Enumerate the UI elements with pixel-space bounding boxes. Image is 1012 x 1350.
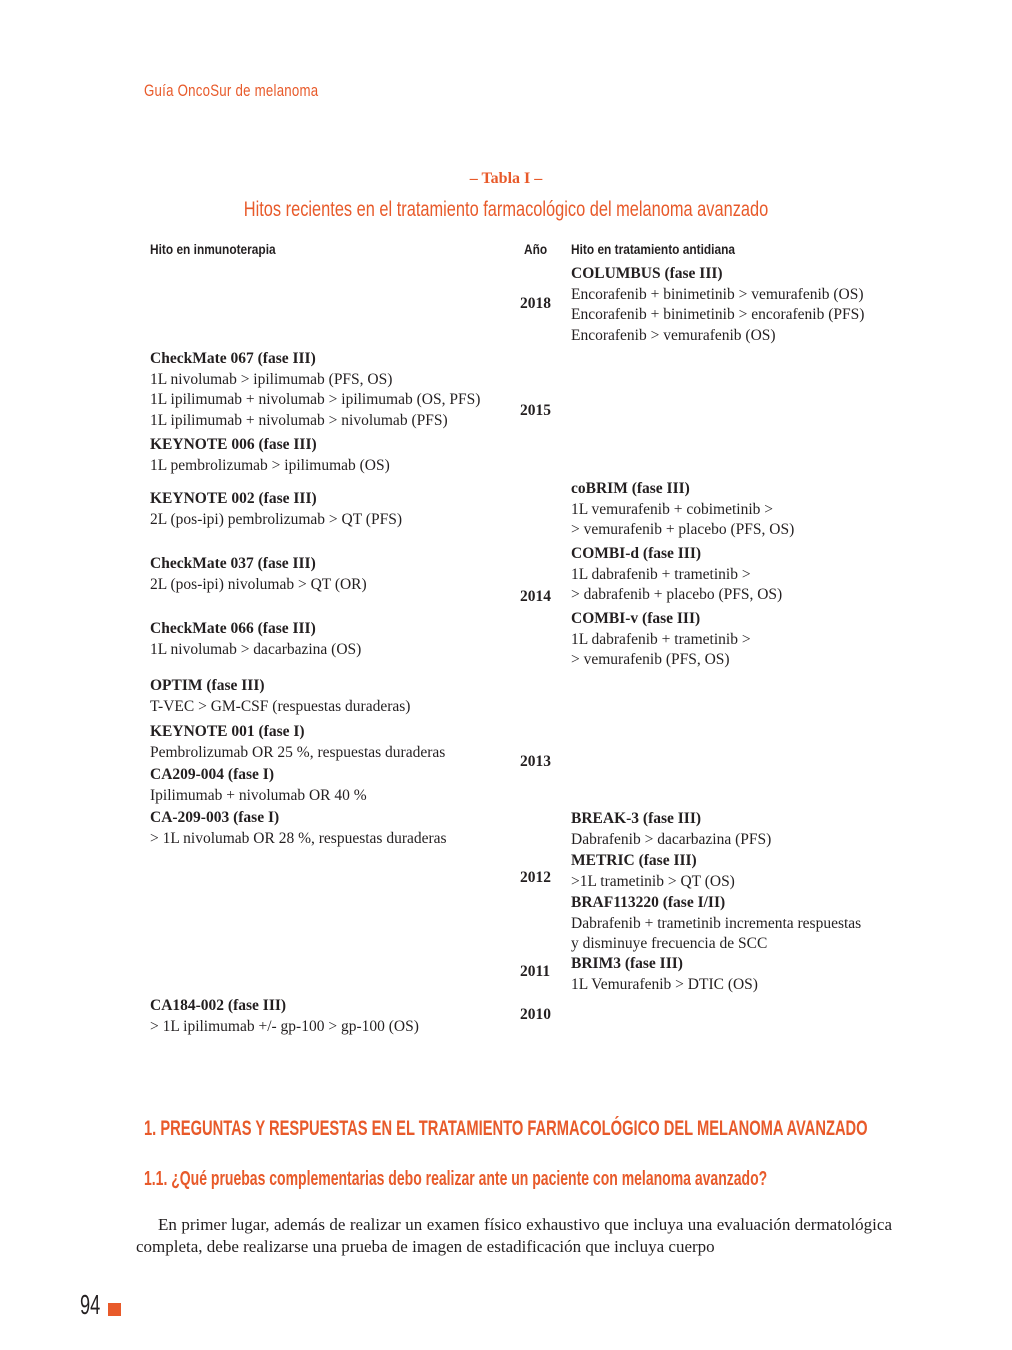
year-label: 2012 <box>520 869 551 886</box>
page-number: 94 <box>80 1289 101 1320</box>
target-entry-combi-v <box>571 609 751 671</box>
entry-line: Encorafenib > vemurafenib (OS) <box>571 326 776 344</box>
entry-line: 1L Vemurafenib > DTIC (OS) <box>571 975 758 993</box>
entry-line: 1L pembrolizumab > ipilimumab (OS) <box>150 456 390 474</box>
entry-line: 1L nivolumab > ipilimumab (PFS, OS) <box>150 370 393 388</box>
target-entry-combi-d <box>571 544 782 606</box>
entry-title: CheckMate 066 (fase III) <box>150 620 316 637</box>
column-header-year: Año <box>524 241 548 257</box>
section-heading: 1. PREGUNTAS Y RESPUESTAS EN EL TRATAMIENTO FARMACOLÓGICO DEL MELANOMA AVANZADO <box>144 1117 868 1140</box>
entry-line: > dabrafenib + placebo (PFS, OS) <box>571 586 783 603</box>
entry-line: >1L trametinib > QT (OS) <box>571 872 735 890</box>
entry-line: Encorafenib + binimetinib > encorafenib (PFS) <box>571 306 865 323</box>
target-entry-columbus <box>571 264 864 346</box>
immuno-entry-keynote-001 <box>150 722 445 763</box>
entry-line: 2L (pos-ipi) pembrolizumab > QT (PFS) <box>150 510 402 528</box>
entry-title: coBRIM (fase III) <box>571 480 690 497</box>
entry-line: > 1L ipilimumab +/- gp-100 > gp-100 (OS) <box>150 1017 419 1035</box>
entry-line: Dabrafenib > dacarbazina (PFS) <box>571 830 772 848</box>
target-entry-metric <box>571 851 735 892</box>
entry-line: > 1L nivolumab OR 28 %, respuestas duraderas <box>150 829 447 847</box>
immuno-entry-keynote-006 <box>150 435 390 476</box>
entry-title: CA184-002 (fase III) <box>150 997 287 1014</box>
year-label: 2014 <box>520 588 551 605</box>
target-entry-break-3 <box>571 809 771 850</box>
immuno-entry-checkmate-066 <box>150 619 361 660</box>
target-entry-cobrim <box>571 479 794 541</box>
entry-title: OPTIM (fase III) <box>150 677 265 694</box>
year-label: 2015 <box>520 402 551 419</box>
target-entry-brim3 <box>571 954 758 995</box>
entry-line: y disminuye frecuencia de SCC <box>571 935 768 952</box>
immuno-entry-ca184-002 <box>150 996 419 1037</box>
table-title: Hitos recientes en el tratamiento farmacológico del melanoma avanzado <box>243 198 769 221</box>
running-header: Guía OncoSur de melanoma <box>144 81 319 100</box>
entry-line: 1L ipilimumab + nivolumab > ipilimumab (OS, PFS) <box>150 391 481 408</box>
body-paragraph: En primer lugar, además de realizar un examen físico exhaustivo que incluya una evaluación dermatológica completa, debe realizarse una prueba de imagen de estadificación que incluya cuerpo <box>136 1215 892 1256</box>
table-label: – Tabla I – <box>469 170 543 187</box>
entry-line: Ipilimumab + nivolumab OR 40 % <box>150 786 367 804</box>
entry-title: BRAF113220 (fase I/II) <box>571 894 726 911</box>
entry-title: CheckMate 067 (fase III) <box>150 350 316 367</box>
entry-line: 1L vemurafenib + cobimetinib > <box>571 500 773 518</box>
immuno-entry-checkmate-067 <box>150 349 480 431</box>
entry-title: KEYNOTE 006 (fase III) <box>150 436 317 453</box>
year-label: 2011 <box>520 963 551 980</box>
entry-title: CheckMate 037 (fase III) <box>150 555 316 572</box>
entry-line: 1L nivolumab > dacarbazina (OS) <box>150 640 362 658</box>
entry-title: COMBI-d (fase III) <box>571 545 702 562</box>
entry-title: KEYNOTE 002 (fase III) <box>150 490 317 507</box>
target-entry-braf113220 <box>571 893 861 955</box>
entry-title: METRIC (fase III) <box>571 852 697 869</box>
entry-line: 2L (pos-ipi) nivolumab > QT (OR) <box>150 575 367 593</box>
column-header-targeted-therapy: Hito en tratamiento antidiana <box>571 241 735 257</box>
page-marker-square <box>108 1303 121 1316</box>
entry-line: T-VEC > GM-CSF (respuestas duraderas) <box>150 697 411 715</box>
entry-title: COMBI-v (fase III) <box>571 610 701 627</box>
column-header-immunotherapy: Hito en inmunoterapia <box>150 241 276 257</box>
year-label: 2010 <box>520 1006 551 1023</box>
entry-line: > vemurafenib + placebo (PFS, OS) <box>571 521 795 538</box>
immuno-entry-ca209-004 <box>150 765 367 806</box>
subsection-heading: 1.1. ¿Qué pruebas complementarias debo realizar ante un paciente con melanoma avanzado? <box>144 1168 768 1190</box>
year-label: 2013 <box>520 753 551 770</box>
entry-line: 1L dabrafenib + trametinib > <box>571 630 751 648</box>
immuno-entry-checkmate-037 <box>150 554 367 595</box>
entry-line: > vemurafenib (PFS, OS) <box>571 651 730 668</box>
entry-line: Pembrolizumab OR 25 %, respuestas duraderas <box>150 743 446 761</box>
entry-line: 1L dabrafenib + trametinib > <box>571 565 751 583</box>
immuno-entry-ca-209-003 <box>150 808 447 849</box>
entry-line: Encorafenib + binimetinib > vemurafenib (OS) <box>571 285 864 303</box>
year-label: 2018 <box>520 295 551 312</box>
entry-title: BREAK-3 (fase III) <box>571 810 702 827</box>
entry-title: COLUMBUS (fase III) <box>571 265 723 282</box>
immuno-entry-keynote-002 <box>150 489 402 530</box>
entry-title: CA-209-003 (fase I) <box>150 809 280 826</box>
entry-line: Dabrafenib + trametinib incrementa respuestas <box>571 914 862 932</box>
entry-title: CA209-004 (fase I) <box>150 766 274 783</box>
entry-title: KEYNOTE 001 (fase I) <box>150 723 305 740</box>
entry-title: BRIM3 (fase III) <box>571 955 683 972</box>
entry-line: 1L ipilimumab + nivolumab > nivolumab (PFS) <box>150 411 448 429</box>
immuno-entry-optim <box>150 676 410 717</box>
